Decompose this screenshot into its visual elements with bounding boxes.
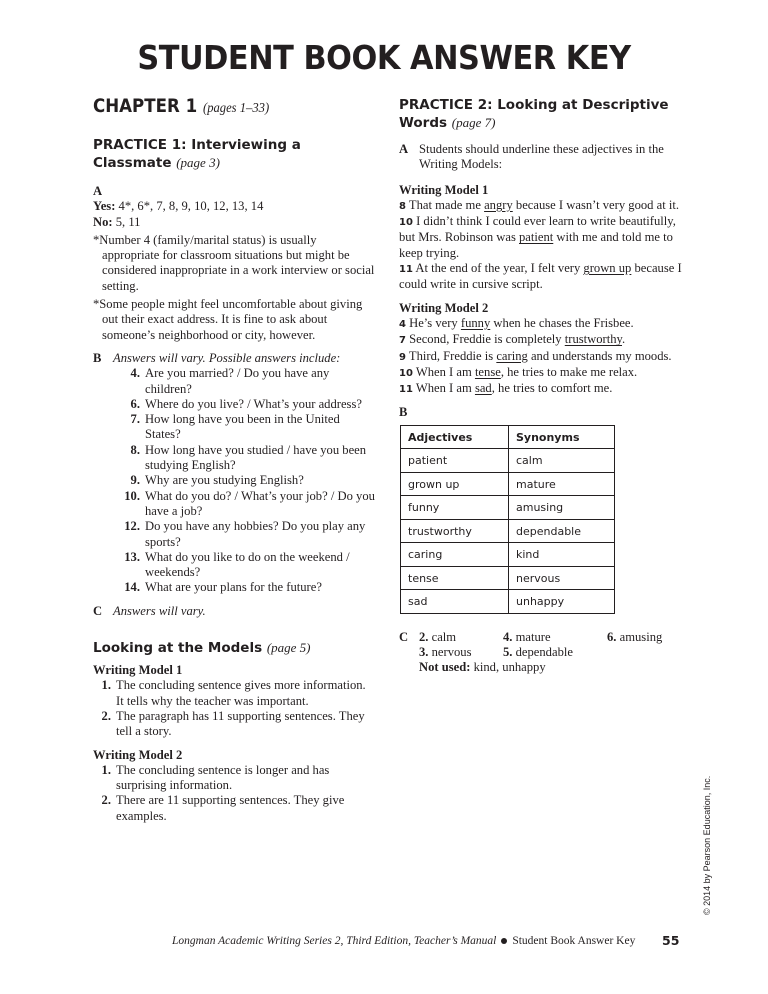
item-text: How long have you studied / have you been studying English? [145, 442, 367, 473]
answer-number: 4. [503, 629, 513, 644]
item-text: Are you married? / Do you have any children? [145, 366, 330, 396]
grid-spacer [399, 645, 419, 660]
table-cell: unhappy [509, 590, 615, 614]
sentence-text: He’s very [405, 315, 461, 330]
yes-label: Yes: [93, 199, 116, 214]
sentence-number: 11 [399, 384, 413, 396]
sentence [399, 198, 684, 214]
underlined-adjective: trustworthy [564, 332, 623, 347]
practice2-pages: (page 7) [451, 115, 496, 130]
models-wm2-title: Writing Model 2 [93, 747, 183, 762]
table-cell: nervous [509, 566, 615, 590]
practice1-c [93, 604, 375, 619]
list-item [115, 580, 375, 595]
answer [419, 645, 503, 660]
list-item [115, 489, 375, 520]
table-cell: sad [401, 590, 509, 614]
sentence-text: . [622, 332, 626, 347]
chapter-pages: (pages 1–33) [202, 101, 270, 116]
sentence [399, 214, 684, 261]
item-number: 9. [130, 473, 140, 488]
sentence [399, 316, 684, 332]
answer-text: dependable [515, 645, 573, 660]
answer [419, 630, 503, 645]
underlined-adjective: funny [460, 315, 491, 330]
answer [503, 645, 607, 660]
sentence-text: Third, Freddie is [405, 348, 497, 363]
sentence-text: , he tries to make me relax. [500, 364, 638, 379]
yes-value: 4*, 6*, 7, 8, 9, 10, 12, 13, 14 [115, 199, 264, 214]
list-item [93, 709, 375, 740]
right-column [399, 96, 684, 676]
sentence-text: I didn’t think I could ever learn to write beautifully, but Mrs. Robinson was [399, 214, 676, 245]
item-text: There are 11 supporting sentences. They give examples. [116, 793, 345, 823]
item-number: 13. [124, 549, 140, 564]
list-item [115, 550, 375, 581]
practice1-a-label: A [93, 184, 103, 198]
synonyms-table [400, 425, 615, 614]
answer-number: 2. [419, 629, 429, 644]
table-row [401, 543, 615, 567]
item-number: 1. [101, 678, 111, 693]
no-value: 5, 11 [112, 214, 141, 229]
list-item [115, 473, 375, 488]
page-number: 55 [662, 933, 680, 948]
item-text: Why are you studying English? [145, 473, 304, 488]
table-cell: tense [401, 566, 509, 590]
sentence-text: because I could write in cursive script. [399, 261, 682, 292]
sentence-text: When I am [412, 364, 475, 379]
sentence-text: Second, Freddie is completely [405, 332, 565, 347]
sentence [399, 332, 684, 348]
underlined-adjective: sad [474, 381, 492, 396]
list-item [93, 793, 375, 824]
practice2-a-text: Students should underline these adjectives in the Writing Models: [419, 142, 664, 172]
table-cell: grown up [401, 472, 509, 496]
list-item [93, 678, 375, 709]
not-used-label: Not used: [419, 660, 471, 675]
answer [503, 630, 607, 645]
item-number: 1. [101, 762, 111, 777]
answer-number: 5. [503, 645, 513, 660]
sentence [399, 365, 684, 381]
item-number: 2. [101, 793, 111, 808]
item-number: 10. [124, 488, 140, 503]
practice1-b-text: Answers will vary. Possible answers include: [113, 350, 341, 365]
no-label: No: [93, 214, 113, 229]
footer-section: Student Book Answer Key [512, 935, 636, 947]
table-row [401, 449, 615, 473]
item-number: 14. [124, 580, 140, 595]
not-used-value: kind, unhappy [470, 660, 546, 675]
sentence [399, 261, 684, 293]
table-cell: amusing [509, 496, 615, 520]
bullet-icon [501, 938, 507, 944]
answer [607, 630, 687, 645]
practice2-b-label: B [399, 405, 408, 420]
models-wm2-list [93, 763, 375, 824]
sentence [399, 381, 684, 397]
table-cell: caring [401, 543, 509, 567]
table-cell: funny [401, 496, 509, 520]
item-number: 8. [130, 442, 140, 457]
list-item [115, 366, 375, 397]
table-cell: dependable [509, 519, 615, 543]
sentence-number: 11 [399, 264, 413, 276]
practice1-pages: (page 3) [176, 155, 220, 170]
practice1-title: PRACTICE 1: Interviewing a Classmate [93, 137, 301, 171]
practice2-a [399, 142, 684, 173]
underlined-adjective: tense [474, 364, 501, 379]
item-text: What are your plans for the future? [145, 580, 322, 595]
sentence-text: That made me [405, 197, 485, 212]
note-1: *Number 4 (family/marital status) is usually appropriate for classroom situations but might be considered inappropriate in a work interview or social setting. [93, 232, 375, 293]
answer-text: nervous [431, 645, 472, 660]
practice2-c-answers [399, 630, 684, 676]
practice2-heading [399, 96, 684, 132]
sentence-number: 10 [399, 217, 413, 229]
table-row [401, 519, 615, 543]
list-item [115, 397, 375, 412]
models-wm1-title: Writing Model 1 [93, 663, 183, 678]
footer-book-title: Longman Academic Writing Series 2, Third Edition, Teacher’s Manual [172, 935, 497, 947]
sentence [399, 349, 684, 365]
left-column [93, 96, 375, 824]
no-line [93, 215, 375, 230]
item-number: 6. [130, 396, 140, 411]
item-text: What do you like to do on the weekend / weekends? [145, 549, 350, 580]
page-title: STUDENT BOOK ANSWER KEY [137, 38, 631, 77]
sentence-text: When I am [412, 381, 475, 396]
table-cell: trustworthy [401, 519, 509, 543]
note-2: *Some people might feel uncomfortable about giving out their exact address. It is fine to ask about someone’s neighborhood or city, however. [93, 297, 363, 342]
underlined-adjective: patient [519, 230, 554, 245]
item-number: 4. [130, 366, 140, 381]
item-text: Where do you live? / What’s your address? [145, 396, 362, 411]
table-cell: kind [509, 543, 615, 567]
practice2-wm1-title: Writing Model 1 [399, 182, 489, 197]
practice2-a-label: A [399, 142, 409, 156]
underlined-adjective: caring [496, 348, 528, 363]
item-text: What do you do? / What’s your job? / Do you have a job? [145, 488, 375, 518]
list-item [93, 763, 375, 794]
page-footer [172, 935, 635, 947]
table-cell: calm [509, 449, 615, 473]
item-number: 2. [101, 708, 111, 723]
sentence-number: 4 [399, 318, 406, 330]
practice1-c-label: C [93, 603, 103, 618]
table-cell: mature [509, 472, 615, 496]
sentence-text: with me and told me to keep trying. [399, 230, 673, 260]
sentence-text: At the end of the year, I felt very [412, 261, 584, 276]
item-text: The concluding sentence is longer and has surprising information. [116, 762, 330, 793]
practice1-b-intro [93, 351, 375, 366]
models-title: Looking at the Models [93, 640, 263, 657]
sentence-number: 9 [399, 351, 406, 363]
item-number: 7. [130, 412, 140, 427]
models-wm1-list [93, 678, 375, 739]
practice2-c-label: C [399, 629, 409, 644]
sentence-number: 7 [399, 335, 406, 347]
sentence-number: 8 [399, 200, 406, 212]
answer-number: 3. [419, 645, 429, 660]
practice2-title: PRACTICE 2: Looking at Descriptive Words [399, 97, 669, 131]
sentence-text: , he tries to comfort me. [491, 381, 613, 396]
list-item [115, 412, 375, 443]
underlined-adjective: grown up [583, 261, 632, 276]
table-row [401, 496, 615, 520]
list-item [115, 443, 375, 474]
copyright-notice: © 2014 by Pearson Education, Inc. [702, 775, 712, 915]
answer-text: mature [515, 629, 551, 644]
practice2-wm2-title: Writing Model 2 [399, 300, 489, 315]
answer-text: calm [431, 629, 457, 644]
not-used-line [419, 660, 687, 675]
answer-number: 6. [607, 629, 617, 644]
practice1-c-text: Answers will vary. [113, 603, 206, 618]
practice1-heading [93, 136, 375, 172]
models-heading [93, 639, 375, 657]
table-header-row [401, 425, 615, 449]
models-pages: (page 5) [266, 640, 311, 656]
table-cell: patient [401, 449, 509, 473]
grid-spacer [399, 660, 419, 675]
answer-text: amusing [619, 629, 663, 644]
sentence-text: because I wasn’t very good at it. [512, 197, 679, 212]
item-number: 12. [124, 519, 140, 534]
item-text: The paragraph has 11 supporting sentences. They tell a story. [116, 708, 365, 739]
sentence-text: and understands my moods. [527, 348, 672, 363]
underlined-adjective: angry [484, 197, 513, 212]
sentence-number: 10 [399, 367, 413, 379]
table-row [401, 472, 615, 496]
chapter-heading [93, 96, 347, 117]
item-text: The concluding sentence gives more information. It tells why the teacher was important. [116, 678, 366, 708]
table-row [401, 590, 615, 614]
item-text: How long have you been in the United States? [145, 412, 340, 442]
yes-line [93, 199, 375, 214]
chapter-label: CHAPTER 1 [93, 96, 198, 117]
item-text: Do you have any hobbies? Do you play any sports? [145, 519, 366, 549]
practice1-b-label: B [93, 350, 102, 365]
table-row [401, 566, 615, 590]
column-header: Synonyms [509, 425, 615, 449]
column-header: Adjectives [401, 425, 509, 449]
grid-spacer [607, 645, 687, 660]
list-item [115, 519, 375, 550]
sentence-text: when he chases the Frisbee. [490, 315, 634, 330]
practice1-b-list [93, 366, 375, 595]
